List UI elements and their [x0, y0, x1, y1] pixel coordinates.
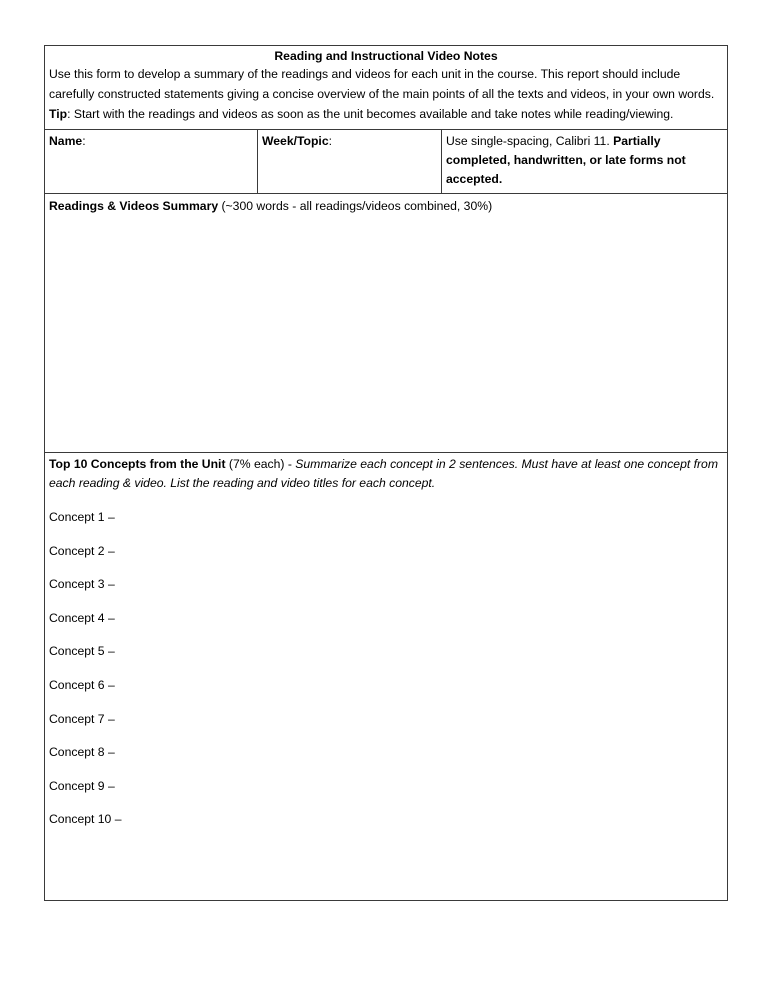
table-row-identification	[45, 129, 728, 193]
week-topic-label-colon: :	[328, 133, 332, 148]
week-topic-field-cell[interactable]	[258, 129, 442, 193]
top-concepts-heading-italic: Summarize each concept in 2 sentences. Must have at least one concept from each reading & video. List the reading and video titles for each concept.	[49, 456, 718, 490]
table-row-instructions	[45, 46, 728, 130]
table-row-concepts	[45, 452, 728, 900]
name-label-colon: :	[82, 133, 86, 148]
week-topic-label: Week/Topic	[262, 133, 329, 148]
list-item[interactable]: Concept 9 –	[49, 778, 115, 793]
instructions-paragraph	[49, 65, 723, 124]
top-concepts-heading	[49, 455, 723, 494]
readings-summary-heading-bold: Readings & Videos Summary	[49, 198, 219, 213]
instructions-text-lead: Use this form to develop a summary of the readings and videos for each unit in the course. This report should include carefully constructed statements giving a concise overview of the main points of all the texts and videos, in your own words.	[49, 67, 715, 102]
name-field-cell[interactable]	[45, 129, 258, 193]
instructions-text-tail: : Start with the readings and videos as soon as the unit becomes available and take notes while reading/viewing.	[67, 107, 674, 121]
list-item[interactable]: Concept 1 –	[49, 510, 115, 525]
tip-label: Tip	[49, 107, 68, 121]
instructions-cell	[45, 46, 728, 130]
reading-notes-form-table	[44, 45, 728, 901]
top-concepts-heading-bold: Top 10 Concepts from the Unit	[49, 456, 226, 471]
list-item[interactable]: Concept 5 –	[49, 644, 115, 659]
list-item[interactable]: Concept 4 –	[49, 610, 115, 625]
readings-summary-heading	[49, 196, 723, 216]
list-item[interactable]: Concept 8 –	[49, 745, 115, 760]
formatting-notice-cell	[442, 129, 728, 193]
list-item[interactable]: Concept 7 –	[49, 711, 115, 726]
table-row-summary	[45, 193, 728, 452]
formatting-notice-bold: Partially completed, handwritten, or late forms not accepted.	[446, 133, 686, 187]
top-concepts-cell[interactable]	[45, 452, 728, 900]
list-item[interactable]: Concept 6 –	[49, 678, 115, 693]
formatting-notice-regular: Use single-spacing, Calibri 11.	[446, 133, 614, 148]
page-title: Reading and Instructional Video Notes	[274, 49, 498, 63]
list-item[interactable]: Concept 2 –	[49, 543, 115, 558]
name-label: Name	[49, 133, 83, 148]
readings-summary-cell[interactable]	[45, 193, 728, 452]
top-concepts-heading-regular: (7% each) -	[225, 456, 296, 471]
list-item[interactable]: Concept 10 –	[49, 812, 122, 827]
readings-summary-heading-regular: (~300 words - all readings/videos combined, 30%)	[218, 198, 493, 213]
concept-list	[49, 497, 723, 837]
list-item[interactable]: Concept 3 –	[49, 577, 115, 592]
